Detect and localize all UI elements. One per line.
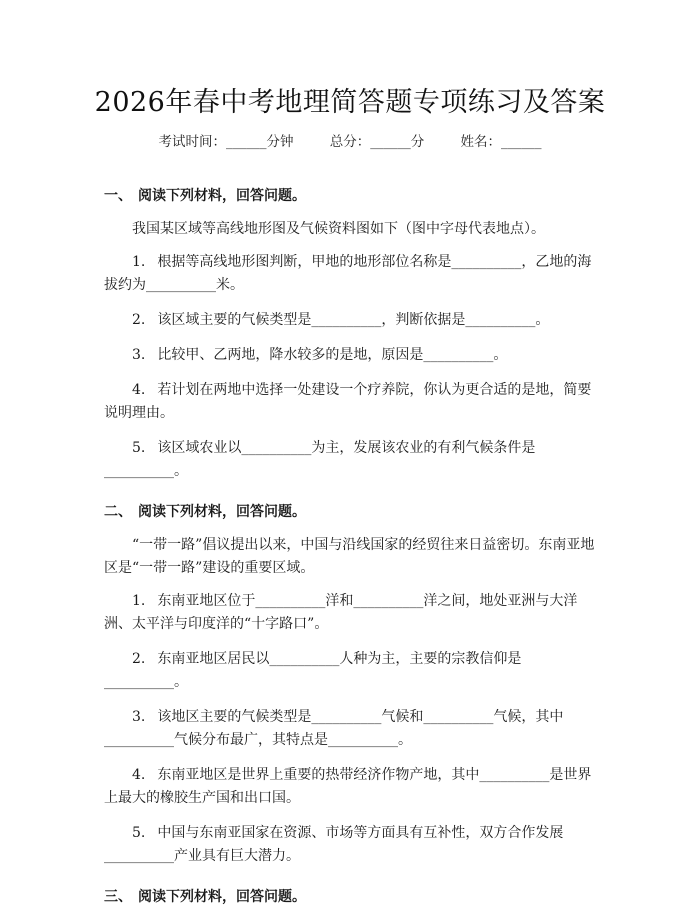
section-intro: “一带一路”倡议提出以来，中国与沿线国家的经贸往来日益密切。东南亚地区是“一带一路”建设的重要区域。 — [104, 537, 595, 576]
question-text: 东南亚地区是世界上重要的热带经济作物产地，其中__________是世界上最大的橡胶生产国和出口国。 — [104, 767, 592, 806]
exam-meta — [0, 130, 700, 150]
question-number: 1. — [132, 593, 146, 609]
exam-time: 考试时间：______分钟 — [158, 134, 294, 150]
question-text: 若计划在两地中选择一处建设一个疗养院，你认为更合适的是地，简要说明理由。 — [104, 382, 592, 421]
section-heading — [104, 185, 600, 208]
section-heading — [104, 886, 600, 909]
question-text: 东南亚地区位于__________洋和__________洋之间，地处亚洲与大洋洲、太平洋与印度洋的“十字路口”。 — [104, 593, 578, 632]
question-item — [104, 706, 600, 752]
question-item — [104, 764, 600, 810]
question-item — [104, 309, 600, 332]
question-number: 4. — [132, 767, 146, 783]
question-number: 3. — [132, 347, 146, 363]
question-item — [104, 822, 600, 868]
question-text: 比较甲、乙两地，降水较多的是地，原因是__________。 — [157, 347, 508, 363]
section-title: 阅读下列材料，回答问题。 — [138, 504, 306, 520]
question-number: 2. — [132, 312, 146, 328]
question-item — [104, 344, 600, 367]
question-text: 根据等高线地形图判断，甲地的地形部位名称是__________，乙地的海拔约为__________米。 — [104, 254, 592, 293]
section-heading — [104, 501, 600, 524]
question-number: 5. — [132, 440, 146, 456]
question-item — [104, 379, 600, 425]
question-number: 2. — [132, 651, 146, 667]
question-text: 该区域主要的气候类型是__________，判断依据是__________。 — [157, 312, 550, 328]
section-title: 阅读下列材料，回答问题。 — [138, 889, 306, 905]
section-number: 三、 — [104, 889, 132, 905]
question-text: 该区域农业以__________为主，发展该农业的有利气候条件是__________。 — [104, 440, 536, 479]
question-number: 1. — [132, 254, 146, 270]
question-text: 中国与东南亚国家在资源、市场等方面具有互补性，双方合作发展__________产业具有巨大潜力。 — [104, 825, 564, 864]
question-item — [104, 590, 600, 636]
question-item — [104, 648, 600, 694]
exam-score: 总分：______分 — [329, 134, 425, 150]
question-number: 5. — [132, 825, 146, 841]
question-text: 东南亚地区居民以__________人种为主，主要的宗教信仰是__________。 — [104, 651, 522, 690]
section-number: 二、 — [104, 504, 132, 520]
question-text: 该地区主要的气候类型是__________气候和__________气候，其中__________气候分布最广，其特点是__________。 — [104, 709, 564, 748]
section-intro: 我国某区域等高线地形图及气候资料图如下（图中字母代表地点）。 — [132, 221, 545, 237]
student-name: 姓名：______ — [460, 134, 542, 150]
question-number: 4. — [132, 382, 146, 398]
section-number: 一、 — [104, 188, 132, 204]
page-title: 2026年春中考地理简答题专项练习及答案 — [94, 87, 606, 118]
question-content — [104, 185, 600, 919]
question-number: 3. — [132, 709, 146, 725]
question-item — [104, 251, 600, 297]
section-title: 阅读下列材料，回答问题。 — [138, 188, 306, 204]
question-item — [104, 437, 600, 483]
